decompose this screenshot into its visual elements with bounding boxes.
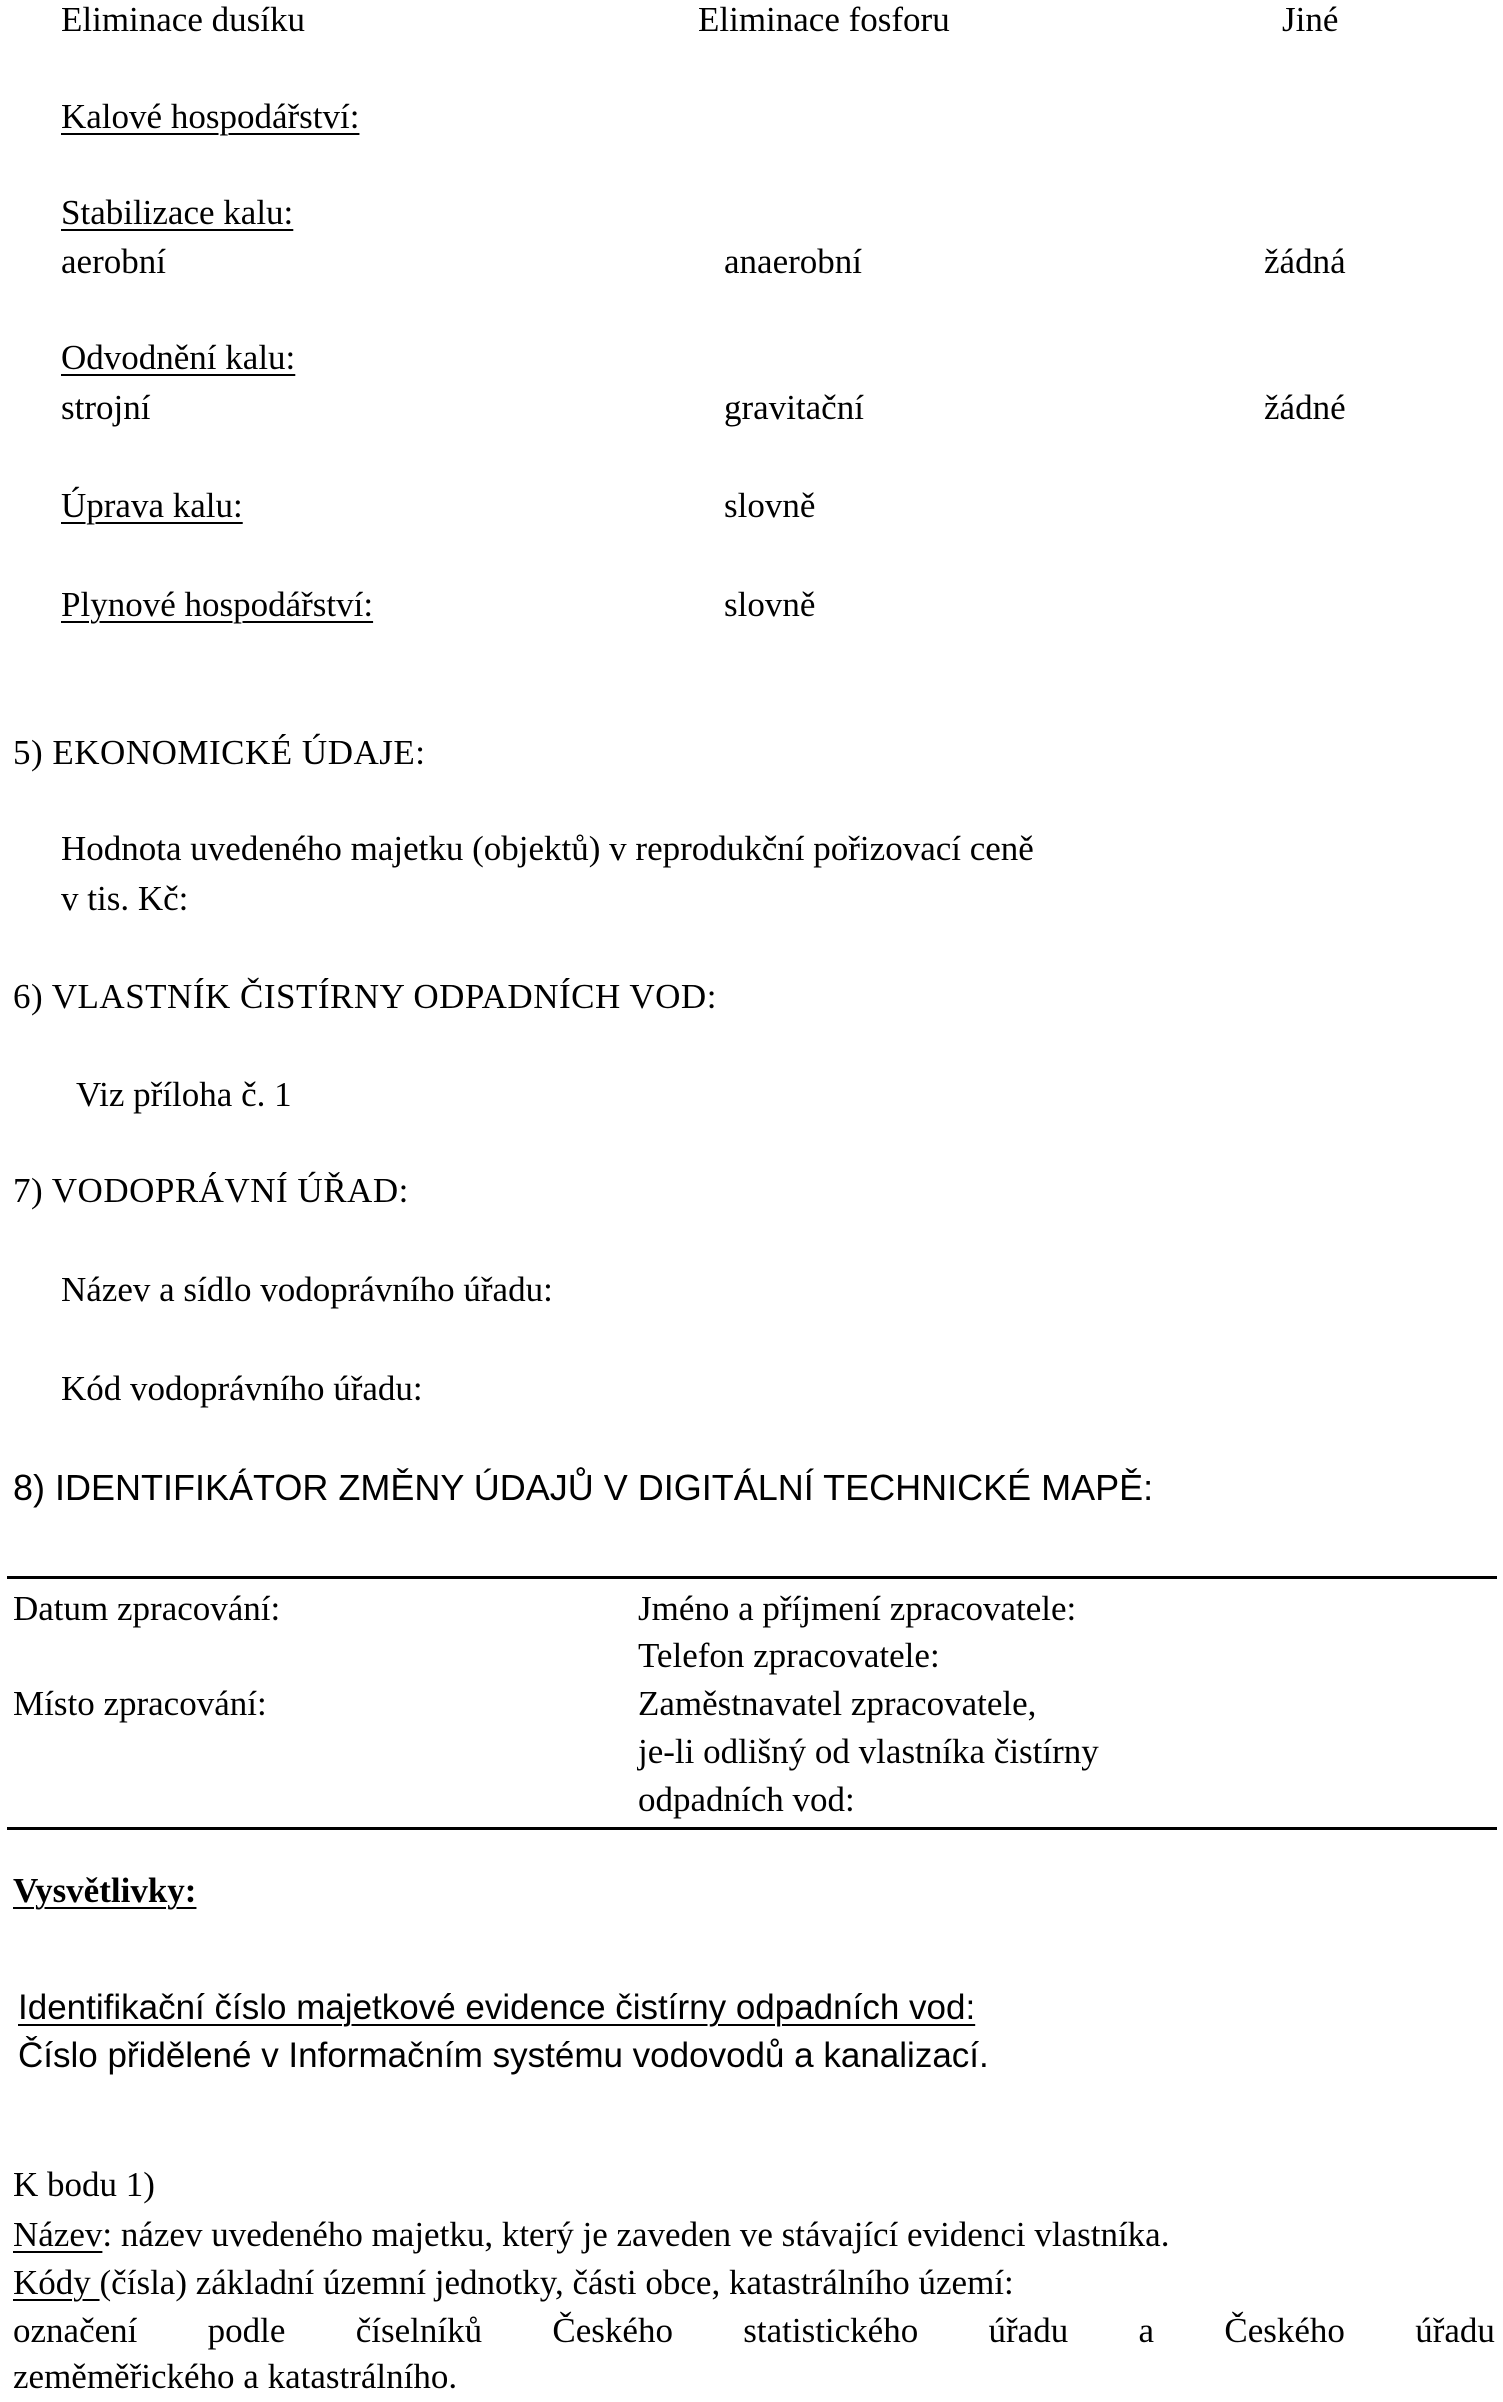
processor-employer-line-2: je-li odlišný od vlastníka čistírny [638, 1732, 1099, 1771]
processor-phone-label: Telefon zpracovatele: [638, 1636, 940, 1675]
name-text: : název uvedeného majetku, který je zaveden ve stávající evidenci vlastníka. [102, 2215, 1170, 2254]
asset-value-line-2: v tis. Kč: [61, 879, 189, 918]
gas-management-label: Plynové hospodářství: [61, 585, 374, 624]
processor-employer-line-3: odpadních vod: [638, 1780, 855, 1819]
stabilization-option-anaerobic: anaerobní [724, 242, 862, 281]
owner-attachment-note: Viz příloha č. 1 [76, 1075, 292, 1114]
sludge-stabilization-label: Stabilizace kalu: [61, 193, 294, 232]
codes-justified-line [13, 2309, 1495, 2353]
gas-management-value: slovně [724, 585, 816, 624]
stabilization-option-aerobic: aerobní [61, 242, 166, 281]
codes-word: úřadu [988, 2311, 1069, 2350]
dewatering-option-none: žádné [1264, 388, 1346, 427]
codes-word: Českého [552, 2311, 673, 2350]
nitrogen-elimination-label: Eliminace dusíku [61, 0, 305, 39]
codes-word: Českého [1224, 2311, 1345, 2350]
codes-word: a [1138, 2311, 1155, 2350]
codes-word: označení [13, 2311, 138, 2350]
section-7-heading: 7) VODOPRÁVNÍ ÚŘAD: [13, 1171, 409, 1210]
id-number-text: Číslo přidělené v Informačním systému vodovodů a kanalizací. [18, 2036, 989, 2075]
dewatering-option-mechanical: strojní [61, 388, 151, 427]
processor-name-label: Jméno a příjmení zpracovatele: [638, 1589, 1077, 1628]
codes-word: úřadu [1415, 2311, 1495, 2350]
section-5-heading: 5) EKONOMICKÉ ÚDAJE: [13, 733, 426, 772]
point-1-label: K bodu 1) [13, 2165, 155, 2204]
water-authority-code-label: Kód vodoprávního úřadu: [61, 1369, 423, 1408]
codes-term: Kódy [13, 2263, 100, 2302]
other-treatment-label: Jiné [1282, 0, 1339, 39]
codes-last-line: zeměměřického a katastrálního. [13, 2357, 458, 2396]
section-6-heading: 6) VLASTNÍK ČISTÍRNY ODPADNÍCH VOD: [13, 977, 717, 1016]
name-explanation [13, 2213, 1169, 2257]
codes-word: číselníků [355, 2311, 483, 2350]
asset-value-line-1: Hodnota uvedeného majetku (objektů) v reprodukční pořizovací ceně [61, 829, 1034, 868]
id-number-title: Identifikační číslo majetkové evidence čistírny odpadních vod: [18, 1988, 976, 2027]
water-authority-name-label: Název a sídlo vodoprávního úřadu: [61, 1270, 553, 1309]
codes-word: statistického [743, 2311, 919, 2350]
dewatering-option-gravity: gravitační [724, 388, 864, 427]
stabilization-option-none: žádná [1264, 242, 1346, 281]
processor-employer-line-1: Zaměstnavatel zpracovatele, [638, 1684, 1037, 1723]
processing-block-top-rule [7, 1576, 1497, 1579]
sludge-treatment-value: slovně [724, 486, 816, 525]
processing-date-label: Datum zpracování: [13, 1589, 281, 1628]
explanations-title: Vysvětlivky: [13, 1871, 197, 1910]
codes-word: podle [207, 2311, 286, 2350]
codes-explanation [13, 2261, 1014, 2305]
sludge-treatment-label: Úprava kalu: [61, 486, 243, 525]
codes-text: (čísla) základní územní jednotky, části obce, katastrálního území: [99, 2263, 1014, 2302]
section-8-heading: 8) IDENTIFIKÁTOR ZMĚNY ÚDAJŮ V DIGITÁLNÍ TECHNICKÉ MAPĚ: [13, 1467, 1154, 1508]
processing-place-label: Místo zpracování: [13, 1684, 267, 1723]
name-term: Název [13, 2215, 103, 2254]
sludge-management-title: Kalové hospodářství: [61, 97, 360, 136]
phosphorus-elimination-label: Eliminace fosforu [698, 0, 950, 39]
sludge-dewatering-label: Odvodnění kalu: [61, 338, 296, 377]
processing-block-bottom-rule [7, 1827, 1497, 1830]
